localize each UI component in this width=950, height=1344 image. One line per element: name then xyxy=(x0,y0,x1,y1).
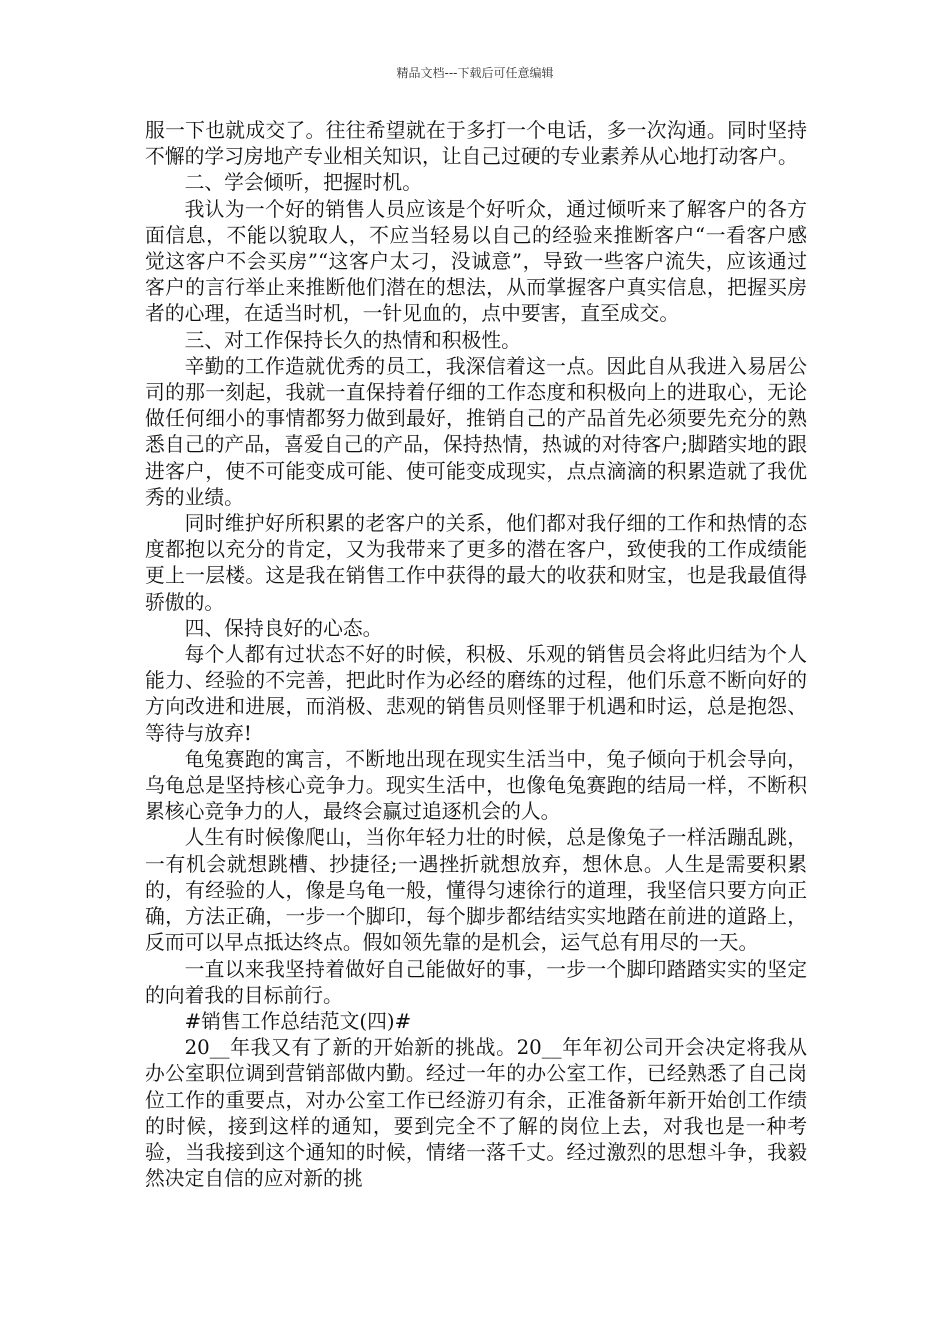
paragraph-6: 同时维护好所积累的老客户的关系，他们都对我仔细的工作和热情的态度都抱以充分的肯定，又为我带来了更多的潜在客户，致使我的工作成绩能更上一层楼。这是我在销售工作中获得的最大的收获和财宝，也是我最值得骄傲的。 xyxy=(145,512,807,614)
section-heading-2: 二、学会倾听，把握时机。 xyxy=(184,171,422,195)
paragraph-11: 一直以来我坚持着做好自己能做好的事，一步一个脚印踏踏实实的坚定的向着我的目标前行。 xyxy=(145,957,807,1007)
document-body xyxy=(145,118,807,1192)
section-heading-4: 三、对工作保持长久的热情和积极性。 xyxy=(184,328,521,352)
paragraph-9: 龟兔赛跑的寓言，不断地出现在现实生活当中，兔子倾向于机会导向，乌龟总是坚持核心竞争力。现实生活中，也像龟兔赛跑的结局一样，不断积累核心竞争力的人，最终会赢过追逐机会的人。 xyxy=(145,747,807,824)
paragraph-3: 我认为一个好的销售人员应该是个好听众，通过倾听来了解客户的各方面信息，不能以貌取人，不应当轻易以自己的经验来推断客户“一看客户感觉这客户不会买房”“这客户太刁，没诚意”，导致一些客户流失，应该通过客户的言行举止来推断他们潜在的想法，从而掌握客户真实信息，把握买房者的心理，在适当时机，一针见血的，点中要害，直至成交。 xyxy=(145,197,807,326)
paragraph-13: 20__年我又有了新的开始新的挑战。20__年年初公司开会决定将我从办公室职位调到营销部做内勤。经过一年的办公室工作，已经熟悉了自己岗位工作的重要点，对办公室工作已经游刃有余，正准备新年新开始创工作绩的时候，接到这样的通知，要到完全不了解的岗位上去，对我也是一种考验，当我接到这个通知的时候，情绪一落千丈。经过激烈的思想斗争，我毅然决定自信的应对新的挑 xyxy=(145,1036,807,1191)
article-title: #销售工作总结范文(四)# xyxy=(184,1009,412,1033)
paragraph-1: 服一下也就成交了。往往希望就在于多打一个电话，多一次沟通。同时坚持不懈的学习房地产专业相关知识，让自己过硬的专业素养从心地打动客户。 xyxy=(145,119,807,169)
page-header: 精品文档---下载后可任意编辑 xyxy=(396,66,554,80)
paragraph-8: 每个人都有过状态不好的时候，积极、乐观的销售员会将此归结为个人能力、经验的不完善，把此时作为必经的磨练的过程，他们乐意不断向好的方向改进和进展，而消极、悲观的销售员则怪罪于机遇和时运，总是抱怨、等待与放弃! xyxy=(145,643,807,745)
paragraph-5: 辛勤的工作造就优秀的员工，我深信着这一点。因此自从我进入易居公司的那一刻起，我就一直保持着仔细的工作态度和积极向上的进取心，无论做任何细小的事情都努力做到最好，推销自己的产品首先必须要先充分的熟悉自己的产品，喜爱自己的产品，保持热情，热诚的对待客户;脚踏实地的跟进客户，使不可能变成可能、使可能变成现实，点点滴滴的积累造就了我优秀的业绩。 xyxy=(145,354,807,509)
section-heading-7: 四、保持良好的心态。 xyxy=(184,616,383,640)
paragraph-10: 人生有时候像爬山，当你年轻力壮的时候，总是像兔子一样活蹦乱跳，一有机会就想跳槽、抄捷径;一遇挫折就想放弃，想休息。人生是需要积累的，有经验的人，像是乌龟一般，懂得匀速徐行的道理，我坚信只要方向正确，方法正确，一步一个脚印，每个脚步都结结实实地踏在前进的道路上，反而可以早点抵达终点。假如领先靠的是机会，运气总有用尽的一天。 xyxy=(145,826,807,955)
